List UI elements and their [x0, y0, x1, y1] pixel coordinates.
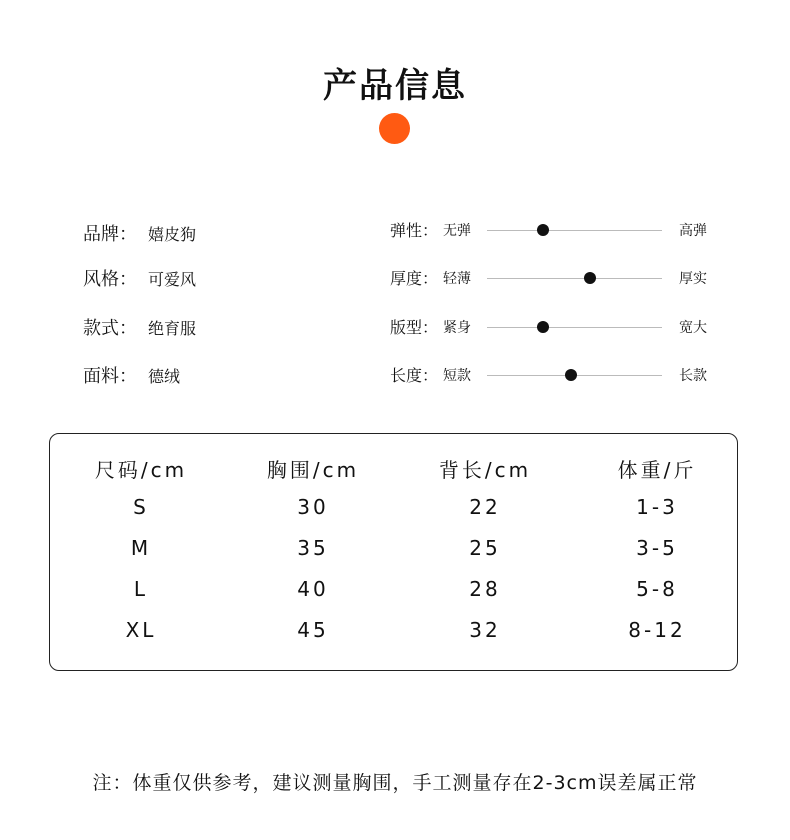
table-cell: 35 — [297, 536, 329, 560]
table-cell: 32 — [469, 618, 501, 642]
slider-max-label: 长款 — [679, 368, 707, 384]
info-label: 款式： — [83, 318, 137, 339]
table-cell: 3-5 — [636, 536, 678, 560]
table-cell: L — [133, 577, 149, 601]
info-value: 德绒 — [148, 367, 181, 386]
table-header-cell: 体重/斤 — [617, 458, 697, 482]
table-cell: 40 — [297, 577, 329, 601]
slider-label: 长度： — [390, 366, 439, 385]
table-cell: 1-3 — [636, 495, 678, 519]
page-title: 产品信息 — [323, 66, 467, 106]
slider-label: 版型： — [390, 318, 439, 337]
table-cell: 45 — [297, 618, 329, 642]
slider-max-label: 高弹 — [679, 223, 707, 239]
slider-max-label: 厚实 — [679, 271, 707, 287]
slider-track — [487, 327, 662, 328]
footnote: 注：体重仅供参考，建议测量胸围，手工测量存在2-3cm误差属正常 — [92, 772, 698, 794]
info-label: 品牌： — [83, 224, 137, 245]
table-cell: 28 — [469, 577, 501, 601]
slider-max-label: 宽大 — [679, 320, 707, 336]
info-value: 绝育服 — [148, 319, 197, 338]
table-cell: 25 — [469, 536, 501, 560]
table-cell: 5-8 — [636, 577, 678, 601]
slider-track — [487, 278, 662, 279]
info-value: 嬉皮狗 — [148, 225, 197, 244]
slider-min-label: 短款 — [443, 368, 471, 384]
slider-knob — [565, 369, 577, 381]
table-cell: S — [133, 495, 149, 519]
slider-fit — [390, 315, 720, 339]
slider-label: 弹性： — [390, 221, 439, 240]
slider-thickness — [390, 266, 720, 290]
table-header-cell: 胸围/cm — [266, 458, 360, 482]
slider-knob — [537, 321, 549, 333]
slider-track — [487, 230, 662, 231]
table-header-cell: 尺码/cm — [94, 458, 188, 482]
slider-min-label: 无弹 — [443, 223, 471, 239]
info-label: 风格： — [83, 269, 137, 290]
size-table — [49, 433, 738, 671]
slider-min-label: 紧身 — [443, 320, 471, 336]
table-cell: 22 — [469, 495, 501, 519]
slider-min-label: 轻薄 — [443, 271, 471, 287]
accent-dot — [379, 113, 410, 144]
table-cell: 8-12 — [628, 618, 686, 642]
table-cell: M — [130, 536, 152, 560]
slider-length — [390, 363, 720, 387]
info-value: 可爱风 — [148, 270, 197, 289]
slider-label: 厚度： — [390, 269, 439, 288]
slider-elasticity — [390, 218, 720, 242]
slider-knob — [584, 272, 596, 284]
table-header-cell: 背长/cm — [438, 458, 532, 482]
table-cell: XL — [125, 618, 157, 642]
slider-knob — [537, 224, 549, 236]
table-cell: 30 — [297, 495, 329, 519]
info-label: 面料： — [83, 366, 137, 387]
